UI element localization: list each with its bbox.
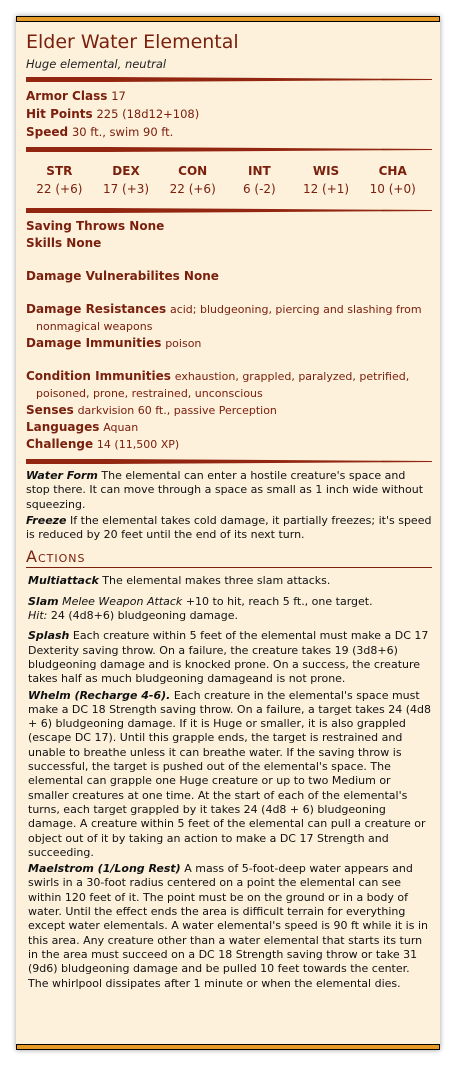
ability-con [159, 162, 226, 198]
damage-resistances [26, 301, 432, 335]
action-name: Whelm (Recharge 4-6). [28, 688, 171, 702]
stat-block [16, 16, 440, 1050]
condition-immunities-label: Condition Immunities [26, 369, 171, 383]
action-name: Multiattack [28, 574, 99, 588]
damage-resistances-value: acid; bludgeoning, piercing and slashing from nonmagical weapons [36, 303, 422, 333]
action-multiattack [26, 574, 432, 588]
senses-label: Senses [26, 403, 74, 417]
action-text: Each creature in the elemental's space must make a DC 18 Strength saving throw. On a failure, a target takes 24 (4d8 + 6) bludgeoning damage. If it is Huge or smaller, it is also grappled (escape DC 17). Until this grapple ends, the target is restrained and unable to breathe unless it can breathe water. If the saving throw is successful, the target is pushed out of the elemental's space. The elemental can grapple one Huge creature or up to two Medium or smaller creatures at one time. At the start of each of the elemental's turns, each target grappled by it takes 24 (4d8 + 6) bludgeoning damage. A creature within 5 feet of the elemental can pull a creature or object out of it by taking an action to make a DC 17 Strength and succeeding. [28, 688, 431, 859]
action-text: The elemental makes three slam attacks. [102, 574, 331, 588]
ability-scores [26, 158, 432, 202]
challenge-label: Challenge [26, 437, 94, 451]
challenge [26, 436, 432, 453]
speed-value: 30 ft., swim 90 ft. [71, 125, 174, 139]
attack-type: Melee Weapon Attack [62, 594, 183, 608]
languages-value: Aquan [103, 421, 139, 434]
trait-text: If the elemental takes cold damage, it partially freezes; it's speed is reduced by 20 feet until the end of its next turn. [26, 513, 432, 542]
tapered-rule [26, 208, 432, 213]
hit-label: Hit: [28, 609, 48, 623]
action-slam [26, 595, 432, 624]
ability-score: 12 (+1) [302, 182, 350, 196]
creature-name: Elder Water Elemental [26, 31, 239, 53]
top-border [16, 16, 440, 22]
stat-block-content [26, 28, 432, 991]
languages [26, 419, 432, 436]
tapered-rule [26, 147, 432, 152]
ability-str [26, 162, 93, 198]
trait-name: Water Form [26, 469, 98, 482]
ability-name: INT [248, 164, 271, 178]
hit-points-value: 225 (18d12+108) [96, 107, 200, 121]
senses-value: darkvision 60 ft., passive Perception [77, 404, 277, 417]
ability-int [226, 162, 293, 198]
speed [26, 123, 432, 141]
action-text: A mass of 5-foot-deep water appears and swirls in a 30-foot radius centered on a point the elemental can see within 120 feet of it. The point must be on the ground or in a body of water. Until the effect ends the area is difficult terrain for everything except water elementals. A water elemental's speed is 90 ft while it is in this area. Any creature other than a water elemental that starts its turn in the area must succeed on a DC 18 Strength saving throw or take 31 (9d6) bludgeoning damage and be pulled 10 feet towards the center. The whirlpool dissipates after 1 minute or when the elemental dies. [28, 862, 428, 990]
condition-immunities [26, 368, 432, 402]
hit-points-label: Hit Points [26, 107, 93, 121]
ability-dex [93, 162, 160, 198]
ability-name: CON [178, 164, 208, 178]
ability-wis [293, 162, 360, 198]
damage-vulnerabilities: Damage Vulnerabilites None [26, 269, 219, 283]
action-name: Maelstrom (1/Long Rest) [28, 862, 181, 876]
trait-name: Freeze [26, 513, 67, 527]
senses [26, 402, 432, 419]
damage-resistances-label: Damage Resistances [26, 302, 167, 316]
armor-class-label: Armor Class [26, 89, 108, 103]
ability-score: 10 (+0) [369, 182, 416, 196]
actions-heading: Actions [26, 547, 432, 568]
action-name: Splash [28, 629, 70, 643]
condition-immunities-value: exhaustion, grappled, paralyzed, petrified, poisoned, prone, restrained, unconscious [36, 370, 410, 400]
action-name: Slam [28, 594, 59, 608]
bottom-border [16, 1044, 440, 1050]
challenge-value: 14 (11,500 XP) [96, 438, 180, 451]
damage-immunities-label: Damage Immunities [26, 336, 162, 350]
saving-throws: Saving Throws None [26, 219, 165, 233]
action-text: Each creature within 5 feet of the elemental must make a DC 17 Dexterity saving throw. On a failure, the creature takes 19 (3d8+6) bludgeoning damage and is knocked prone. On a success, the creature takes half as much bludgeoning damageand is not prone. [28, 629, 429, 686]
ability-score: 6 (-2) [242, 182, 276, 196]
armor-class-value: 17 [111, 89, 126, 103]
ability-name: CHA [378, 164, 407, 178]
languages-label: Languages [26, 420, 100, 434]
armor-class [26, 87, 432, 105]
action-whelm [26, 689, 432, 861]
ability-cha [359, 162, 426, 198]
speed-label: Speed [26, 125, 69, 139]
damage-immunities [26, 335, 432, 352]
creature-subtitle: Huge elemental, neutral [26, 57, 167, 71]
trait-text: The elemental can enter a hostile creature's space and stop there. It can move through a space as small as 1 inch wide without squeezing. [26, 469, 424, 511]
action-splash [26, 629, 432, 686]
hit-text: 24 (4d8+6) bludgeoning damage. [50, 609, 239, 623]
trait-freeze [26, 514, 432, 543]
ability-name: WIS [312, 164, 340, 178]
ability-name: STR [46, 164, 73, 178]
skills: Skills None [26, 236, 102, 250]
ability-name: DEX [112, 164, 140, 178]
trait-water-form [26, 469, 432, 512]
ability-score: 22 (+6) [169, 182, 216, 196]
action-text: +10 to hit, reach 5 ft., one target. [185, 594, 373, 608]
ability-score: 17 (+3) [102, 182, 150, 196]
tapered-rule [26, 459, 432, 464]
tapered-rule [26, 77, 432, 82]
hit-points [26, 105, 432, 123]
damage-immunities-value: poison [165, 337, 202, 350]
action-maelstrom [26, 862, 432, 991]
ability-score: 22 (+6) [36, 182, 83, 196]
